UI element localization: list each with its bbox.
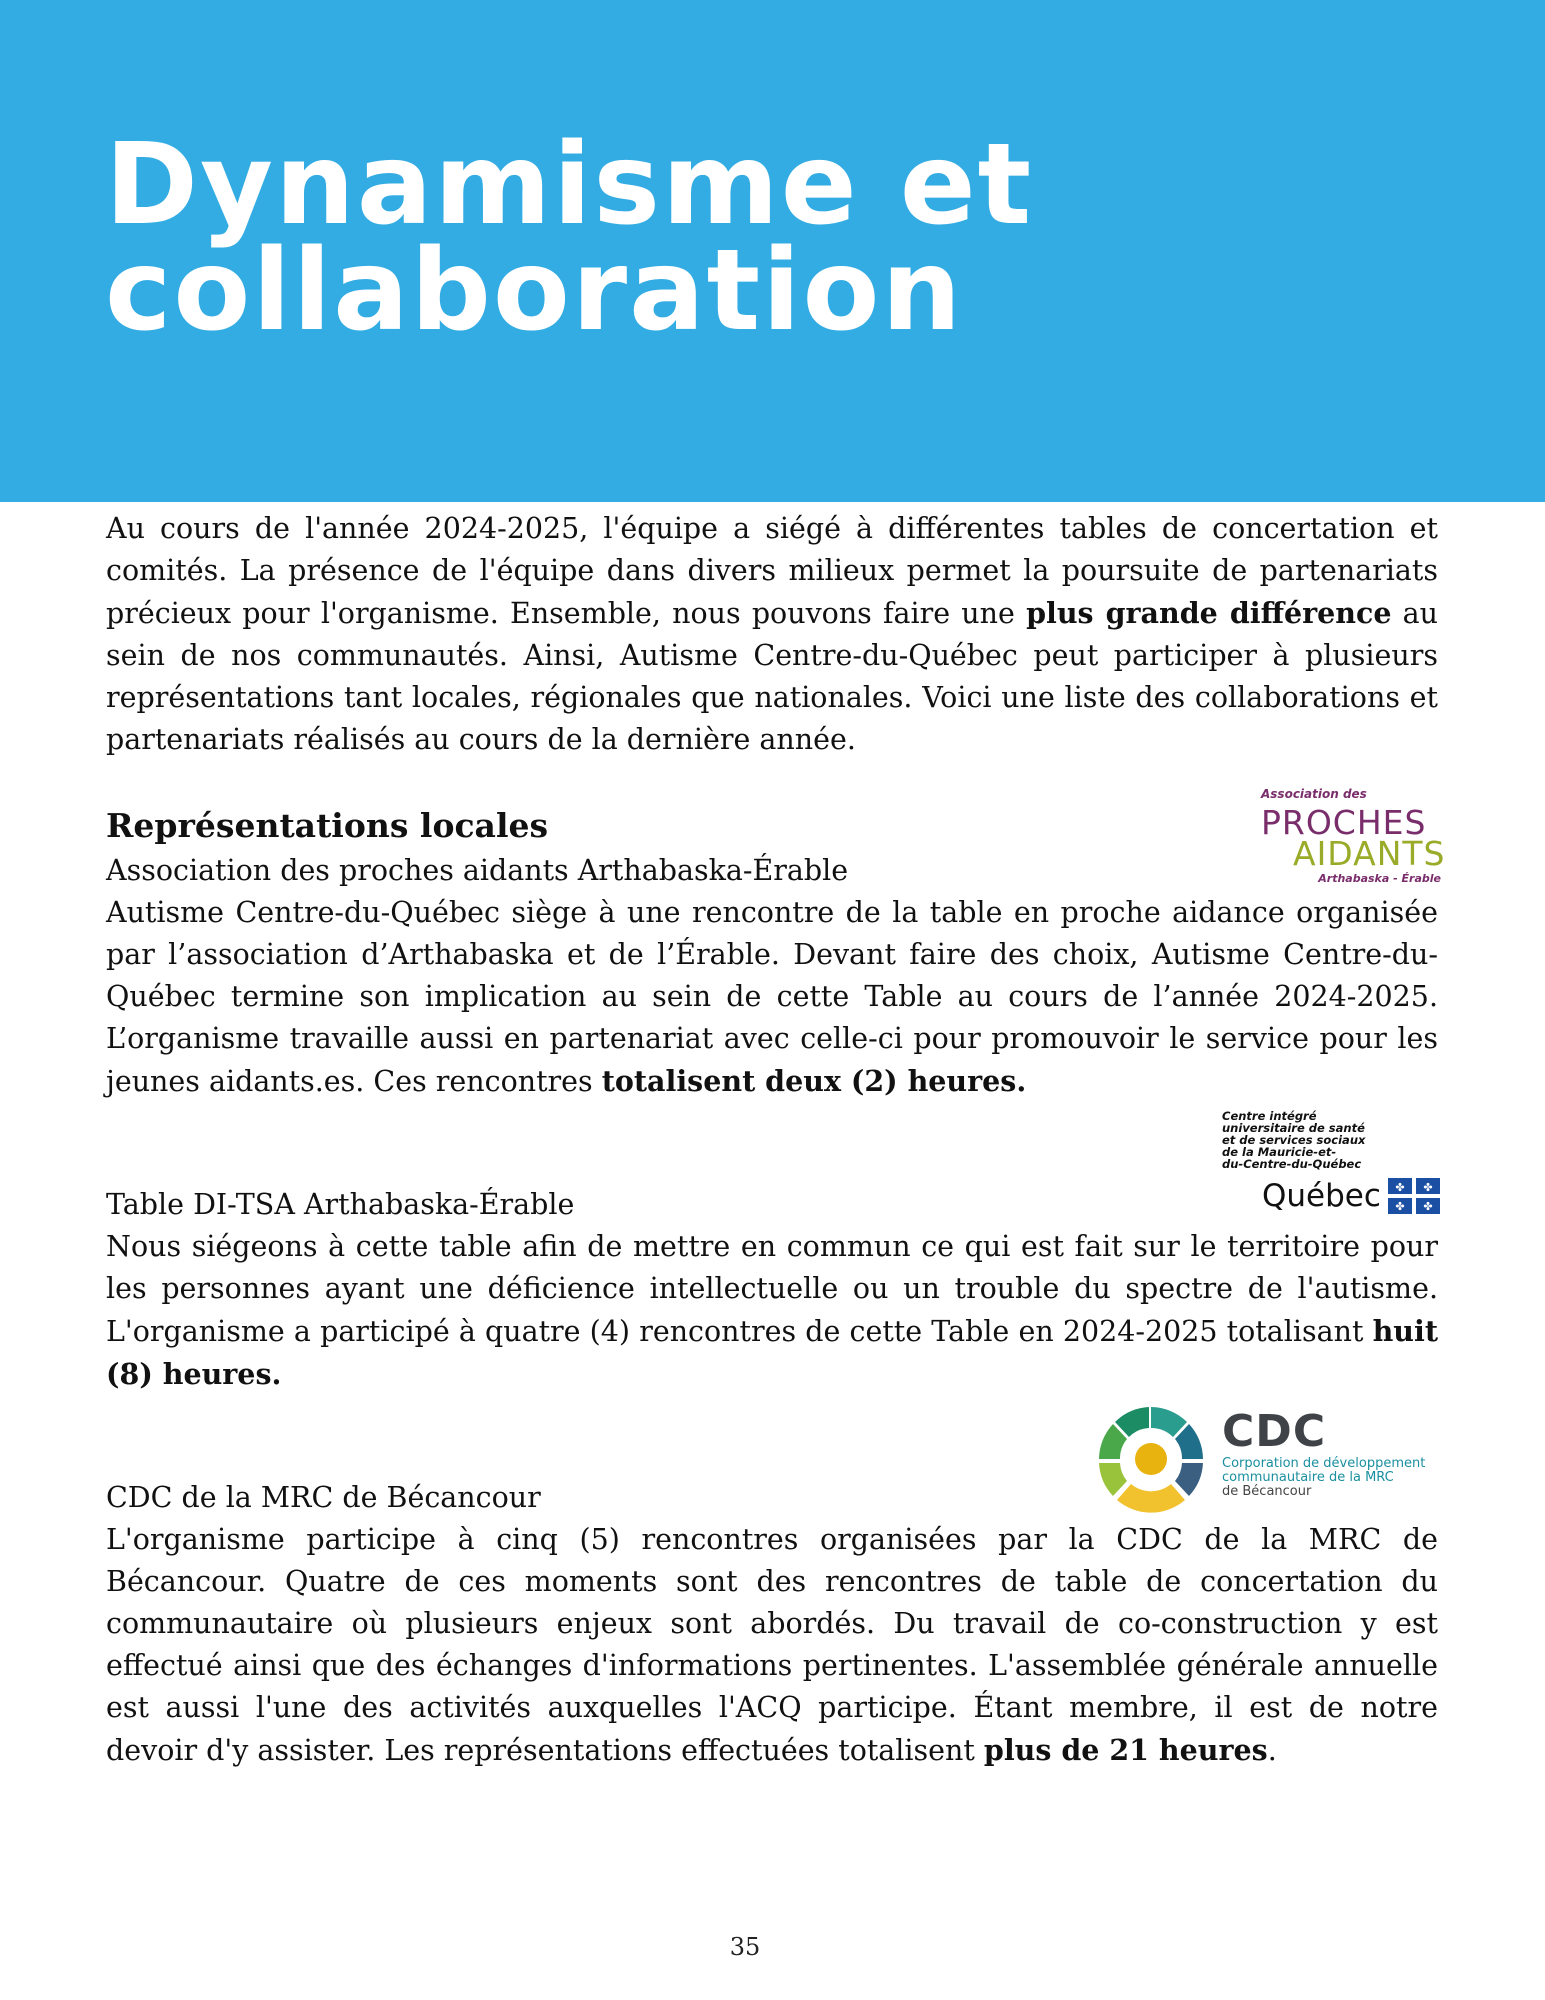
ciusss-line: universitaire de santé [1222, 1121, 1365, 1135]
quebec-wordmark: Québec [1262, 1178, 1381, 1214]
ciusss-name [1222, 1110, 1365, 1170]
logo-wordmark-1: PROCHES [1261, 803, 1427, 842]
cdc-name-line: communautaire de la MRC [1222, 1470, 1394, 1485]
intro-paragraph [106, 508, 1438, 761]
section-title: Association des proches aidants Arthabaska-Érable [106, 854, 849, 887]
ciusss-line: de la Mauricie-et- [1222, 1145, 1337, 1159]
logo-wordmark-2: AIDANTS [1293, 834, 1446, 873]
section-body [106, 892, 1438, 1103]
section-body [106, 1519, 1438, 1772]
cdc-logo [1095, 1400, 1445, 1515]
intro-emphasis: plus grande différence [1026, 596, 1392, 630]
header-banner [0, 0, 1545, 502]
cdc-wheel-icon [1095, 1404, 1207, 1514]
intro-section [106, 508, 1438, 761]
body-text-end: . [1267, 1734, 1277, 1767]
body-emphasis: plus de 21 heures [983, 1733, 1268, 1767]
body-text: Nous siégeons à cette table afin de mettre en commun ce qui est fait sur le territoire pour les personnes ayant une déficience intellectuelle ou un trouble du spectre de l'autisme. L'organisme a participé à quatre (4) rencontres de cette Table en 2024-2025 totalisant [106, 1230, 1438, 1348]
ciusss-line: du-Centre-du-Québec [1222, 1157, 1362, 1171]
body-text: L'organisme participe à cinq (5) rencontres organisées par la CDC de la MRC de Bécancour. Quatre de ces moments sont des rencontres de table de concertation du communautaire où plusieurs enjeux sont abordés. Du travail de co-construction y est effectué ainsi que des échanges d'informations pertinentes. L'assemblée générale annuelle est aussi l'une des activités auxquelles l'ACQ participe. Étant membre, il est de notre devoir d'y assister. Les représentations effectuées totalisent [106, 1523, 1438, 1767]
section-title: CDC de la MRC de Bécancour [106, 1481, 541, 1514]
ciusss-line: et de services sociaux [1222, 1133, 1366, 1147]
section-proches-aidants [106, 850, 1438, 1103]
page-number: 35 [729, 1933, 761, 1961]
body-emphasis: totalisent deux (2) heures. [601, 1064, 1027, 1098]
quebec-flag-icon [1388, 1178, 1440, 1214]
section-title: Table DI-TSA Arthabaska-Érable [106, 1188, 575, 1221]
svg-text:✤: ✤ [1395, 1181, 1405, 1194]
section-heading: Représentations locales [106, 806, 549, 845]
page-title [105, 120, 1034, 356]
cdc-name-line: Corporation de développement [1222, 1456, 1426, 1471]
page-title-line-1: Dynamisme et [105, 120, 1034, 250]
ciusss-line: Centre intégré [1222, 1109, 1317, 1123]
section-cdc-becancour [106, 1477, 1438, 1772]
section-body [106, 1226, 1438, 1396]
cdc-acronym: CDC [1222, 1406, 1327, 1457]
section-table-di-tsa [106, 1184, 1438, 1396]
page-title-line-2: collaboration [105, 226, 964, 356]
logo-footer: Arthabaska - Érable [1318, 872, 1441, 885]
body-text: Autisme Centre-du-Québec siège à une rencontre de la table en proche aidance organisée par l’association d’Arthabaska et de l’Érable. Devant faire des choix, Autisme Centre-du-Québec termine son implication au sein de cette Table au cours de l’année 2024-2025. L’organisme travaille aussi en partenariat avec celle-ci pour promouvoir le service pour les jeunes aidants.es. Ces rencontres [106, 896, 1438, 1098]
svg-text:✤: ✤ [1423, 1181, 1433, 1194]
svg-text:✤: ✤ [1395, 1200, 1405, 1213]
cdc-name-line: de Bécancour [1222, 1484, 1312, 1499]
proches-aidants-logo [1255, 787, 1445, 887]
intro-text-1: Au cours de l'année 2024-2025, l'équipe a siégé à différentes tables de concertation et comités. La présence de l'équipe dans divers milieux permet la poursuite de partenariats précieux pour l'organisme. Ensemble, nous pouvons faire une [106, 512, 1438, 630]
intro-text-2: au sein de nos communautés. Ainsi, Autisme Centre-du-Québec peut participer à plusieurs représentations tant locales, régionales que nationales. Voici une liste des collaborations et partenariats réalisés au cours de la dernière année. [106, 597, 1439, 756]
logo-caption: Association des [1261, 787, 1367, 801]
svg-text:✤: ✤ [1423, 1200, 1433, 1213]
body-emphasis: huit (8) heures. [106, 1314, 1438, 1391]
ciusss-logo [1220, 1109, 1445, 1214]
